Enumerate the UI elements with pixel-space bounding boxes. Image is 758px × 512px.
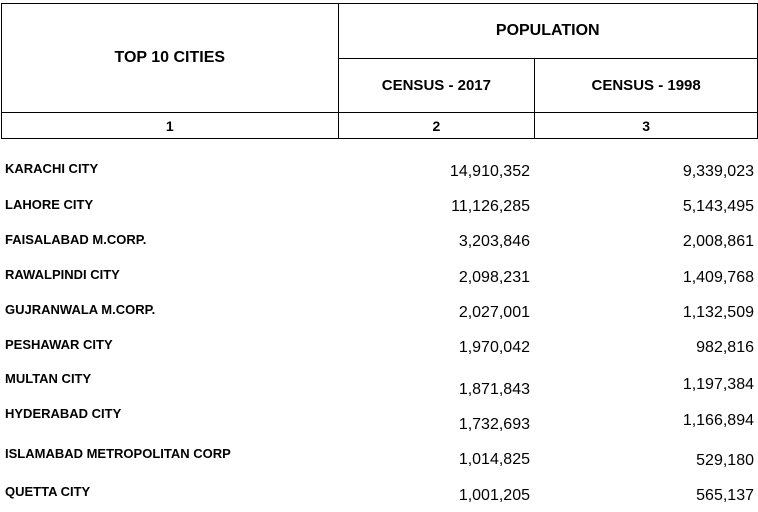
column-number-1: 1 <box>2 113 339 139</box>
population-2017: 1,732,693 <box>458 416 530 433</box>
census-2017-header: CENSUS - 2017 <box>338 59 535 113</box>
city-name: ISLAMABAD METROPOLITAN CORP <box>5 446 231 461</box>
table-row <box>0 440 758 470</box>
table-row <box>0 478 758 508</box>
city-name: LAHORE CITY <box>5 197 94 212</box>
population-2017: 2,098,231 <box>458 269 530 286</box>
table-row <box>0 226 758 256</box>
table-row <box>0 296 758 326</box>
city-name: KARACHI CITY <box>5 161 99 176</box>
population-1998: 2,008,861 <box>682 233 754 250</box>
city-name: QUETTA CITY <box>5 484 91 499</box>
population-1998: 1,132,509 <box>682 304 754 321</box>
population-1998: 1,409,768 <box>682 269 754 286</box>
population-2017: 11,126,285 <box>451 198 530 215</box>
population-1998: 565,137 <box>696 487 754 504</box>
population-2017: 1,014,825 <box>458 451 530 468</box>
population-2017: 1,970,042 <box>458 339 530 356</box>
column-number-2: 2 <box>338 113 535 139</box>
table-row <box>0 365 758 398</box>
city-name: GUJRANWALA M.CORP. <box>5 302 156 317</box>
column-number-3: 3 <box>535 113 758 139</box>
table-row <box>0 191 758 221</box>
city-name: RAWALPINDI CITY <box>5 267 120 282</box>
table-row <box>0 155 758 185</box>
table-row <box>0 331 758 361</box>
table-row <box>0 261 758 291</box>
population-2017: 1,001,205 <box>458 487 530 504</box>
city-name: HYDERABAD CITY <box>5 406 122 421</box>
population-2017: 2,027,001 <box>458 304 530 321</box>
population-1998: 1,197,384 <box>682 376 754 393</box>
top-cities-header: TOP 10 CITIES <box>2 4 339 113</box>
city-name: MULTAN CITY <box>5 371 92 386</box>
population-2017: 14,910,352 <box>449 163 530 180</box>
population-2017: 1,871,843 <box>458 381 530 398</box>
city-name: PESHAWAR CITY <box>5 337 113 352</box>
population-1998: 982,816 <box>696 339 754 356</box>
population-1998: 9,339,023 <box>682 163 754 180</box>
population-1998: 5,143,495 <box>682 198 754 215</box>
table-header <box>1 3 758 139</box>
census-1998-header: CENSUS - 1998 <box>535 59 758 113</box>
city-name: FAISALABAD M.CORP. <box>5 232 147 247</box>
table-row <box>0 400 758 433</box>
population-header: POPULATION <box>338 4 758 59</box>
population-2017: 3,203,846 <box>458 233 530 250</box>
population-1998: 1,166,894 <box>682 412 754 429</box>
population-1998: 529,180 <box>696 452 754 469</box>
